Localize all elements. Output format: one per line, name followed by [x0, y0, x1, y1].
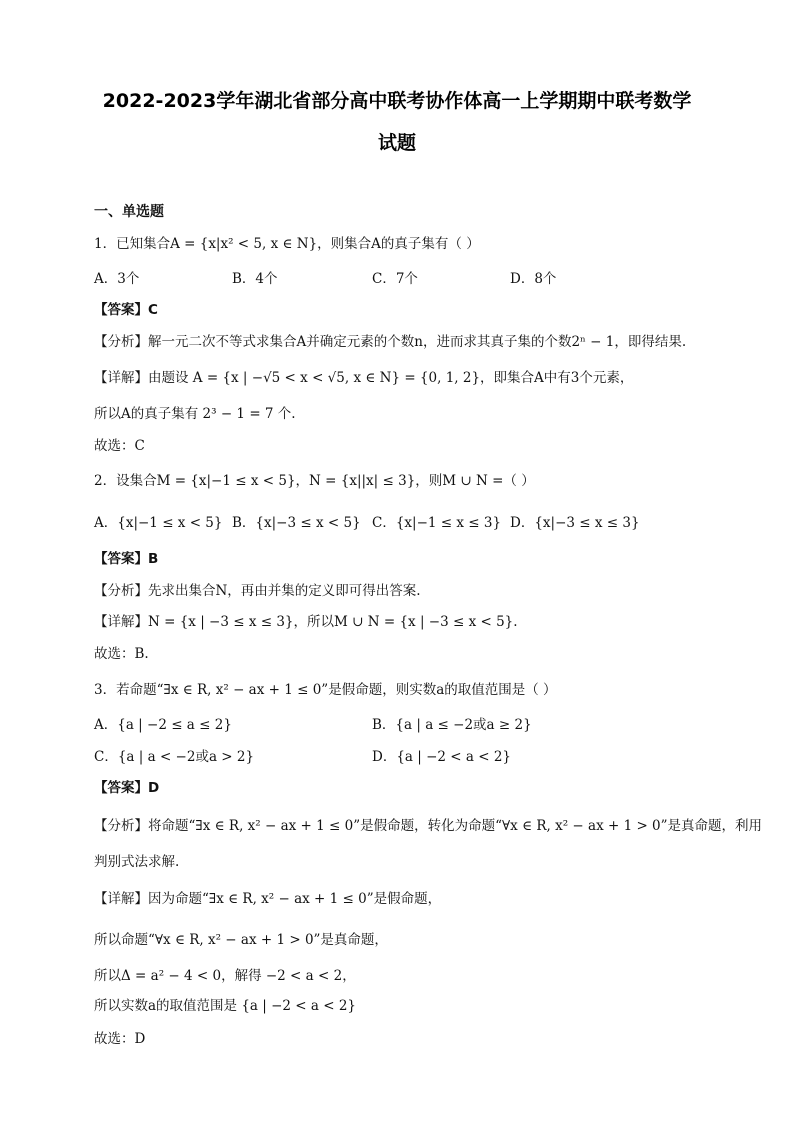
q1-answer: 【答案】C — [94, 302, 158, 318]
q2-stem: 2．设集合M = {x|−1 ≤ x < 5}，N = {x||x| ≤ 3}，则M ∪ N =（ ） — [94, 473, 535, 489]
q1-option-a: A．3个 — [94, 271, 140, 287]
q2-answer: 【答案】B — [94, 551, 159, 567]
q3-analysis-1: 【分析】将命题“∃x ∈ R, x² − ax + 1 ≤ 0”是假命题，转化为命题“∀x ∈ R, x² − ax + 1 > 0”是真命题，利用 — [94, 818, 763, 834]
q1-detail-1: 【详解】由题设 A = {x | −√5 < x < √5, x ∈ N} = {0, 1, 2}，即集合A中有3个元素， — [94, 370, 634, 386]
q3-detail-2: 所以命题“∀x ∈ R, x² − ax + 1 > 0”是真命题， — [94, 932, 388, 948]
q3-stem: 3．若命题“∃x ∈ R, x² − ax + 1 ≤ 0”是假命题，则实数a的取值范围是（ ） — [94, 682, 557, 698]
q2-option-b: B．{x|−3 ≤ x < 5} — [232, 515, 361, 531]
q1-option-b: B．4个 — [232, 271, 278, 287]
q3-option-b: B．{a | a ≤ −2或a ≥ 2} — [372, 717, 532, 733]
q1-option-d: D．8个 — [510, 271, 557, 287]
section-heading: 一、单选题 — [94, 204, 164, 220]
q1-choice: 故选：C — [94, 438, 145, 454]
q3-option-a: A．{a | −2 ≤ a ≤ 2} — [94, 717, 232, 733]
q2-choice: 故选：B. — [94, 646, 149, 662]
q3-option-c: C．{a | a < −2或a > 2} — [94, 749, 255, 765]
q1-detail-2: 所以A的真子集有 2³ − 1 = 7 个. — [94, 406, 296, 422]
q3-choice: 故选：D — [94, 1031, 146, 1047]
q2-detail: 【详解】N = {x | −3 ≤ x ≤ 3}，所以M ∪ N = {x | −3 ≤ x < 5}. — [94, 614, 518, 630]
q2-option-d: D．{x|−3 ≤ x ≤ 3} — [510, 515, 640, 531]
q1-stem: 1．已知集合A = {x|x² < 5, x ∈ N}，则集合A的真子集有（ ） — [94, 236, 480, 252]
q2-option-a: A．{x|−1 ≤ x < 5} — [94, 515, 223, 531]
title-line-2: 试题 — [377, 132, 416, 154]
q3-answer: 【答案】D — [94, 780, 160, 796]
q3-analysis-2: 判别式法求解. — [94, 854, 180, 870]
q2-option-c: C．{x|−1 ≤ x ≤ 3} — [372, 515, 502, 531]
q3-detail-4: 所以实数a的取值范围是 {a | −2 < a < 2} — [94, 998, 357, 1014]
q3-detail-1: 【详解】因为命题“∃x ∈ R, x² − ax + 1 ≤ 0”是假命题， — [94, 891, 442, 907]
q3-option-d: D．{a | −2 < a < 2} — [372, 749, 512, 765]
title-line-1: 2022-2023学年湖北省部分高中联考协作体高一上学期期中联考数学 — [102, 90, 692, 112]
q1-analysis: 【分析】解一元二次不等式求集合A并确定元素的个数n，进而求其真子集的个数2ⁿ − 1，即得结果. — [94, 334, 687, 350]
q1-option-c: C．7个 — [372, 271, 418, 287]
q3-detail-3: 所以Δ = a² − 4 < 0，解得 −2 < a < 2， — [94, 968, 356, 984]
q2-analysis: 【分析】先求出集合N，再由并集的定义即可得出答案. — [94, 583, 421, 599]
